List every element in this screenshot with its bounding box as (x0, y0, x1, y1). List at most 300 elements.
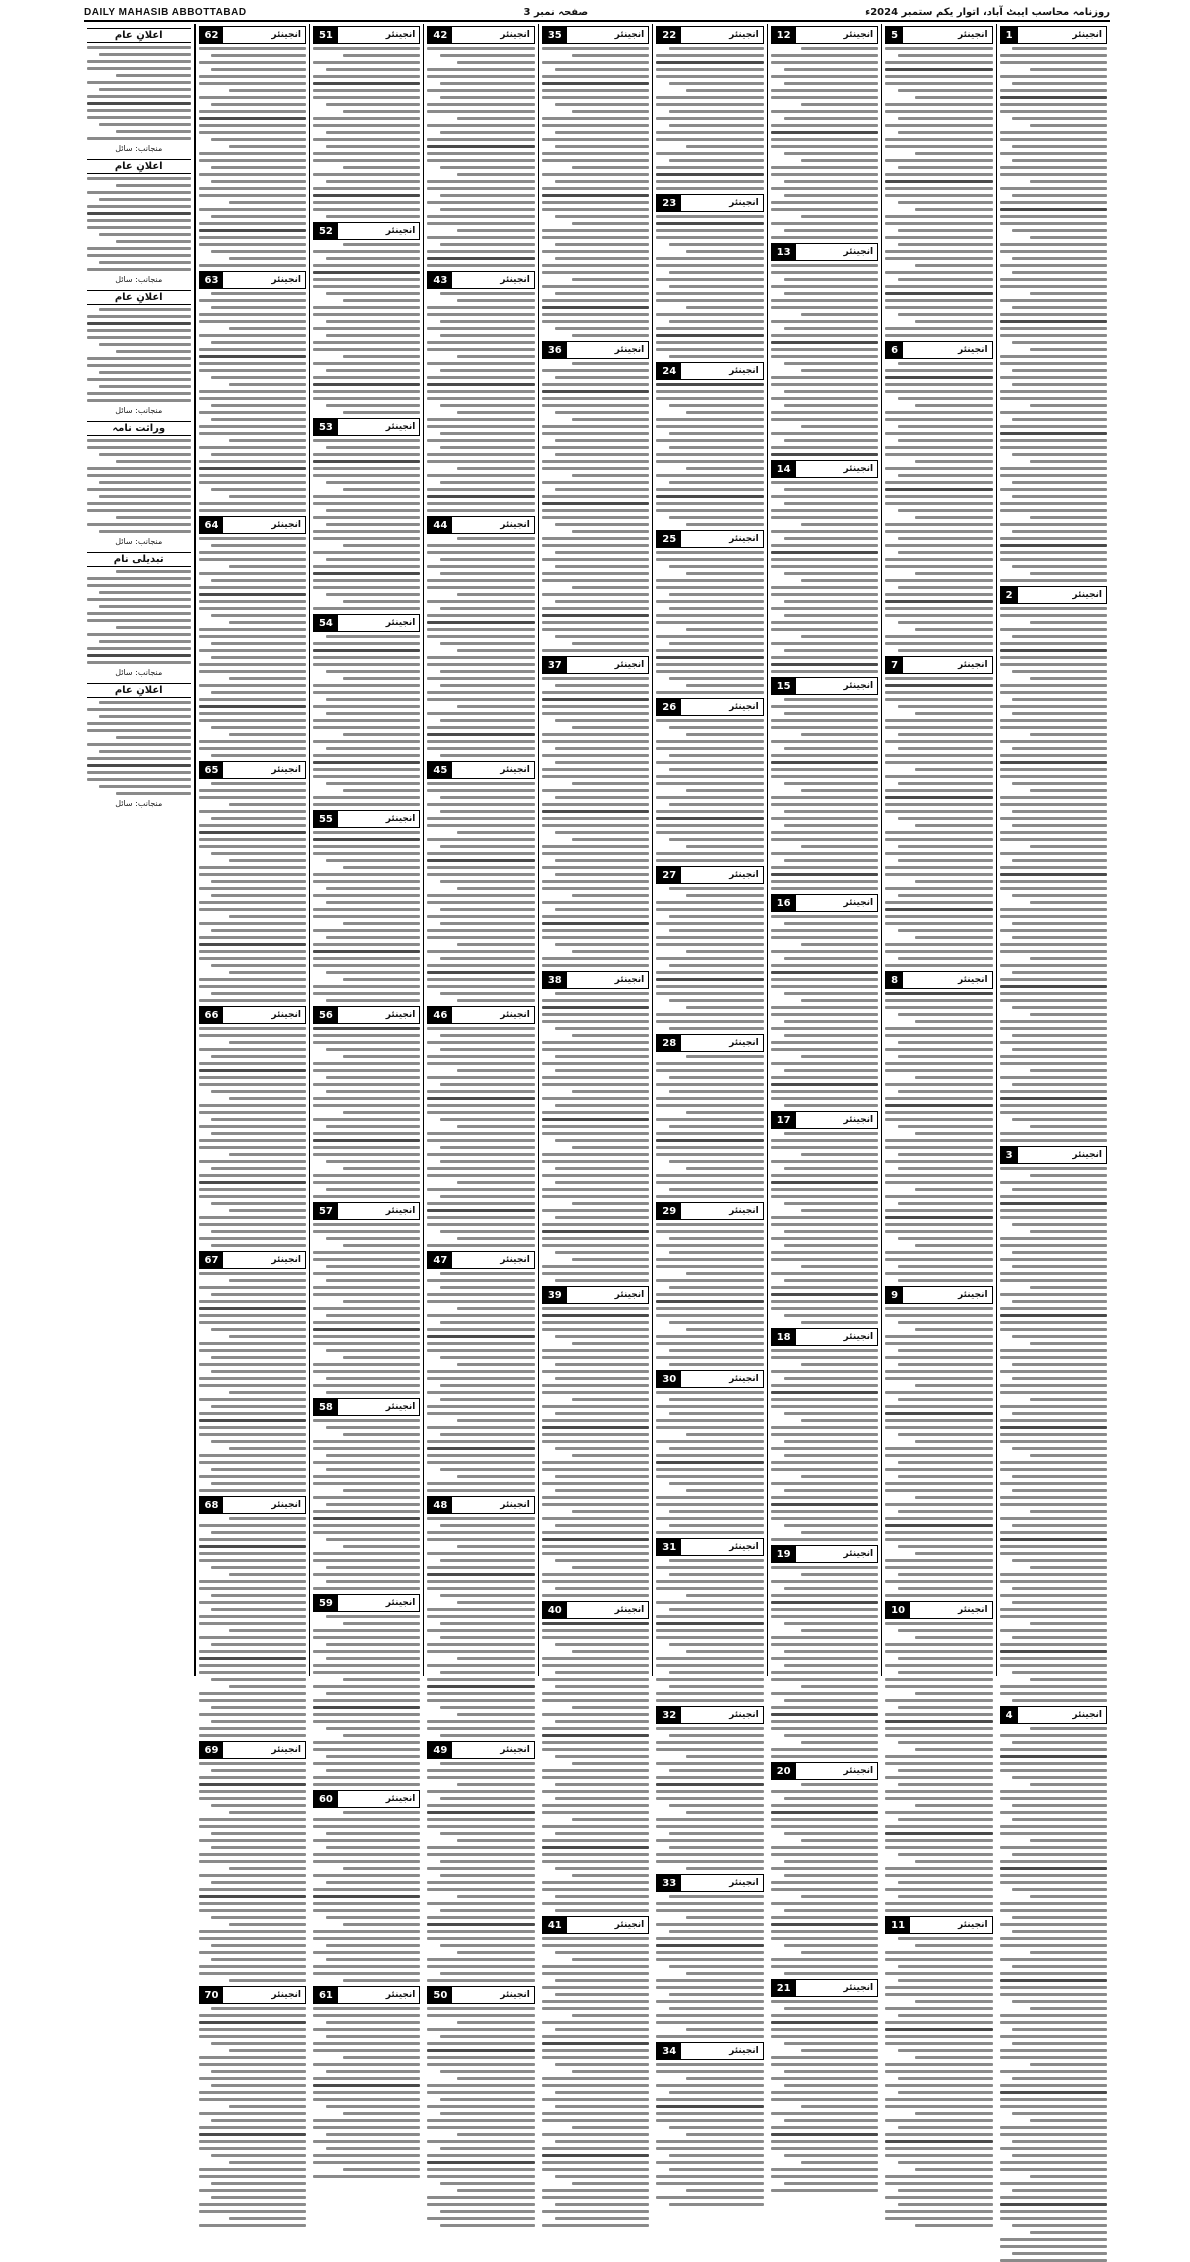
item-label: انجینئر (614, 1920, 645, 1930)
item-label: انجینئر (500, 30, 530, 40)
text-line (801, 1321, 878, 1324)
text-line (427, 551, 534, 554)
text-line (1000, 2049, 1107, 2052)
text-line (915, 1496, 992, 1499)
text-line (199, 1552, 306, 1555)
item-header (656, 26, 763, 44)
item-body (771, 481, 878, 673)
text-line (885, 446, 992, 449)
text-line (427, 1720, 534, 1723)
text-line (199, 362, 306, 365)
text-line (555, 257, 650, 260)
text-line (801, 999, 878, 1002)
text-line (885, 236, 992, 239)
text-line (199, 173, 306, 176)
text-line (313, 467, 420, 470)
text-line (313, 1825, 420, 1828)
text-line (199, 1146, 306, 1149)
item-number: 14 (772, 461, 796, 477)
text-line (427, 824, 534, 827)
text-line (542, 82, 649, 85)
text-line (771, 670, 878, 673)
notice (87, 159, 191, 284)
text-line (343, 1433, 420, 1436)
text-line (427, 985, 534, 988)
text-line (784, 1797, 879, 1800)
text-line (440, 208, 535, 211)
text-line (457, 61, 534, 64)
text-line (885, 1888, 992, 1891)
text-line (1030, 460, 1107, 463)
text-line (313, 1419, 420, 1422)
text-line (1000, 1062, 1107, 1065)
text-line (427, 698, 534, 701)
text-line (885, 1391, 992, 1394)
text-line (771, 530, 878, 533)
item-header (771, 1762, 878, 1780)
text-line (801, 215, 878, 218)
text-line (87, 219, 191, 222)
text-line (1000, 2238, 1107, 2241)
text-line (229, 1153, 306, 1156)
text-line (199, 1286, 306, 1289)
text-line (885, 1825, 992, 1828)
text-line (885, 250, 992, 253)
text-line (199, 1853, 306, 1856)
news-item (542, 1286, 649, 1597)
text-line (427, 2014, 534, 2017)
item-number: 46 (428, 1007, 452, 1023)
text-line (771, 453, 878, 456)
text-line (915, 1860, 992, 1863)
text-line (686, 1433, 763, 1436)
text-line (87, 577, 191, 580)
text-line (669, 1321, 764, 1324)
text-line (427, 397, 534, 400)
text-line (1030, 1727, 1107, 1730)
text-line (885, 1797, 992, 1800)
text-line (669, 1125, 764, 1128)
item-body (313, 1615, 420, 1786)
text-line (669, 1398, 764, 1401)
text-line (199, 397, 306, 400)
text-line (555, 551, 650, 554)
text-line (542, 1496, 649, 1499)
item-label: انجینئر (729, 198, 759, 208)
text-line (784, 1167, 879, 1170)
newspaper-page (84, 4, 1110, 2057)
text-line (99, 495, 190, 498)
item-number: 3 (1001, 1147, 1018, 1163)
text-line (1012, 712, 1107, 715)
column-container (84, 24, 1110, 2057)
text-line (542, 628, 649, 631)
text-line (885, 145, 992, 148)
text-line (801, 103, 878, 106)
text-line (199, 47, 306, 50)
item-label: انجینئر (500, 1010, 530, 1020)
text-line (885, 2182, 992, 2185)
item-body (313, 635, 420, 806)
text-line (784, 747, 879, 750)
text-line (326, 936, 421, 939)
text-line (915, 572, 992, 575)
text-line (427, 1391, 534, 1394)
text-line (555, 1104, 650, 1107)
text-line (885, 369, 992, 372)
text-line (771, 2056, 878, 2059)
text-line (771, 971, 878, 974)
text-line (885, 1811, 992, 1814)
notice (87, 552, 191, 677)
text-line (427, 1328, 534, 1331)
text-line (542, 2042, 649, 2045)
text-line (440, 1034, 535, 1037)
text-line (771, 621, 878, 624)
text-line (555, 859, 650, 862)
text-line (656, 425, 763, 428)
text-line (542, 957, 649, 960)
text-line (427, 1174, 534, 1177)
text-line (427, 1531, 534, 1534)
item-body (771, 1783, 878, 1975)
text-line (427, 726, 534, 729)
text-line (542, 1790, 649, 1793)
text-line (427, 1804, 534, 1807)
text-line (656, 341, 763, 344)
text-line (656, 908, 763, 911)
text-line (542, 75, 649, 78)
text-line (542, 2084, 649, 2087)
text-line (1000, 831, 1107, 834)
text-line (1000, 1104, 1107, 1107)
text-line (771, 376, 878, 379)
text-line (87, 315, 191, 318)
text-line (87, 722, 191, 725)
text-line (87, 661, 191, 664)
text-line (1000, 656, 1107, 659)
text-line (326, 782, 421, 785)
text-line (572, 782, 649, 785)
text-line (313, 390, 420, 393)
text-line (440, 320, 535, 323)
text-line (199, 670, 306, 673)
text-line (1000, 355, 1107, 358)
text-line (87, 392, 191, 395)
text-line (427, 1979, 534, 1982)
text-line (669, 1482, 764, 1485)
text-line (1030, 1622, 1107, 1625)
text-line (343, 1979, 420, 1982)
text-line (542, 320, 649, 323)
text-line (898, 894, 993, 897)
item-header (199, 1006, 306, 1024)
text-line (555, 1377, 650, 1380)
notice-body (87, 570, 191, 664)
text-line (1000, 1608, 1107, 1611)
text-line (313, 341, 420, 344)
notice-title: اعلانِ عام (87, 290, 191, 305)
item-header (427, 761, 534, 779)
text-line (771, 1517, 878, 1520)
item-body (199, 782, 306, 1002)
item-header (313, 1006, 420, 1024)
text-line (555, 1524, 650, 1527)
text-line (686, 894, 763, 897)
item-body (885, 47, 992, 337)
text-line (542, 1629, 649, 1632)
text-line (199, 1111, 306, 1114)
text-line (313, 1685, 420, 1688)
text-line (326, 1755, 421, 1758)
text-line (313, 2161, 420, 2164)
text-line (343, 600, 420, 603)
text-line (1012, 2112, 1107, 2115)
text-line (199, 1475, 306, 1478)
item-body (542, 362, 649, 652)
text-line (656, 1132, 763, 1135)
text-line (542, 1573, 649, 1576)
text-line (1000, 1426, 1107, 1429)
text-line (457, 1181, 534, 1184)
text-line (1000, 1629, 1107, 1632)
text-line (686, 733, 763, 736)
text-line (555, 831, 650, 834)
text-line (771, 1405, 878, 1408)
text-line (686, 1867, 763, 1870)
text-line (87, 254, 191, 257)
text-line (427, 2042, 534, 2045)
text-line (885, 285, 992, 288)
text-line (199, 334, 306, 337)
text-line (542, 1839, 649, 1842)
text-line (885, 1993, 992, 1996)
text-line (572, 1146, 649, 1149)
text-line (199, 607, 306, 610)
text-line (457, 355, 534, 358)
text-line (457, 229, 534, 232)
text-line (211, 103, 306, 106)
text-line (1030, 180, 1107, 183)
text-line (229, 2217, 306, 2220)
news-item (542, 656, 649, 967)
text-line (686, 1594, 763, 1597)
text-line (427, 47, 534, 50)
text-line (555, 131, 650, 134)
text-line (555, 1181, 650, 1184)
text-line (427, 2154, 534, 2157)
text-line (427, 264, 534, 267)
text-line (1000, 1258, 1107, 1261)
item-number: 1 (1001, 27, 1018, 43)
text-line (427, 1538, 534, 1541)
text-line (555, 1755, 650, 1758)
text-line (199, 1489, 306, 1492)
text-line (313, 894, 420, 897)
text-line (427, 2126, 534, 2129)
text-line (572, 586, 649, 589)
text-line (1000, 201, 1107, 204)
text-line (784, 922, 879, 925)
text-line (555, 1559, 650, 1562)
text-line (656, 2021, 763, 2024)
text-line (199, 663, 306, 666)
text-line (199, 1349, 306, 1352)
text-line (343, 1300, 420, 1303)
news-column-8 (195, 24, 309, 2001)
text-line (555, 600, 650, 603)
text-line (885, 754, 992, 757)
text-line (427, 1209, 534, 1212)
text-line (542, 2056, 649, 2059)
text-line (555, 1783, 650, 1786)
text-line (771, 558, 878, 561)
text-line (1012, 1601, 1107, 1604)
text-line (542, 1776, 649, 1779)
item-label: انجینئر (1072, 1710, 1102, 1720)
text-line (542, 1405, 649, 1408)
text-line (669, 1993, 764, 1996)
text-line (656, 1741, 763, 1744)
text-line (669, 1363, 764, 1366)
text-line (326, 859, 421, 862)
text-line (801, 425, 878, 428)
text-line (1000, 873, 1107, 876)
text-line (784, 2042, 879, 2045)
text-line (1000, 1685, 1107, 1688)
text-line (885, 1559, 992, 1562)
item-number: 50 (428, 1987, 452, 2003)
text-line (669, 159, 764, 162)
text-line (87, 81, 191, 84)
text-line (427, 201, 534, 204)
text-line (784, 1230, 879, 1233)
text-line (656, 390, 763, 393)
text-line (656, 978, 763, 981)
text-line (427, 656, 534, 659)
text-line (542, 852, 649, 855)
text-line (1000, 1762, 1107, 1765)
text-line (440, 1636, 535, 1639)
text-line (427, 2196, 534, 2199)
item-number: 32 (657, 1707, 681, 1723)
text-line (669, 2168, 764, 2171)
text-line (427, 873, 534, 876)
text-line (1000, 628, 1107, 631)
text-line (87, 757, 191, 760)
text-line (326, 971, 421, 974)
item-number: 2 (1001, 587, 1018, 603)
text-line (885, 1951, 992, 1954)
text-line (898, 2189, 993, 2192)
text-line (771, 1356, 878, 1359)
text-line (784, 362, 879, 365)
text-line (656, 1244, 763, 1247)
text-line (440, 2070, 535, 2073)
item-body (427, 1762, 534, 1982)
text-line (555, 1216, 650, 1219)
text-line (440, 292, 535, 295)
text-line (898, 1279, 993, 1282)
text-line (885, 1104, 992, 1107)
text-line (572, 894, 649, 897)
text-line (885, 1216, 992, 1219)
text-line (542, 1699, 649, 1702)
text-line (771, 929, 878, 932)
text-line (199, 873, 306, 876)
text-line (885, 1685, 992, 1688)
item-number: 62 (200, 27, 224, 43)
text-line (427, 600, 534, 603)
text-line (326, 698, 421, 701)
text-line (1000, 138, 1107, 141)
text-line (199, 831, 306, 834)
text-line (885, 1734, 992, 1737)
text-line (555, 1671, 650, 1674)
item-number: 13 (772, 244, 796, 260)
text-line (656, 1951, 763, 1954)
text-line (87, 612, 191, 615)
text-line (199, 355, 306, 358)
text-line (427, 124, 534, 127)
news-item (885, 1916, 992, 2227)
text-line (199, 2091, 306, 2094)
text-line (326, 320, 421, 323)
text-line (1030, 236, 1107, 239)
item-header (313, 614, 420, 632)
text-line (427, 1867, 534, 1870)
text-line (669, 1930, 764, 1933)
text-line (542, 1328, 649, 1331)
text-line (457, 467, 534, 470)
text-line (1012, 271, 1107, 274)
text-line (1000, 2133, 1107, 2136)
text-line (199, 1104, 306, 1107)
text-line (542, 2000, 649, 2003)
text-line (87, 322, 191, 325)
text-line (440, 607, 535, 610)
text-line (1000, 803, 1107, 806)
text-line (457, 1069, 534, 1072)
text-line (229, 201, 306, 204)
text-line (199, 1034, 306, 1037)
text-line (771, 2098, 878, 2101)
text-line (1000, 1384, 1107, 1387)
text-line (669, 1559, 764, 1562)
text-line (313, 187, 420, 190)
text-line (771, 1146, 878, 1149)
item-number: 69 (200, 1742, 224, 1758)
text-line (885, 271, 992, 274)
text-line (656, 1727, 763, 1730)
text-line (313, 2154, 420, 2157)
text-line (199, 1125, 306, 1128)
text-line (1012, 782, 1107, 785)
text-line (211, 488, 306, 491)
item-label: انجینئر (843, 30, 874, 40)
text-line (440, 810, 535, 813)
text-line (885, 593, 992, 596)
text-line (1000, 1076, 1107, 1079)
text-line (229, 971, 306, 974)
text-line (542, 229, 649, 232)
text-line (686, 2189, 763, 2192)
text-line (427, 1335, 534, 1338)
text-line (427, 817, 534, 820)
text-line (656, 180, 763, 183)
text-line (427, 306, 534, 309)
text-line (898, 1090, 993, 1093)
